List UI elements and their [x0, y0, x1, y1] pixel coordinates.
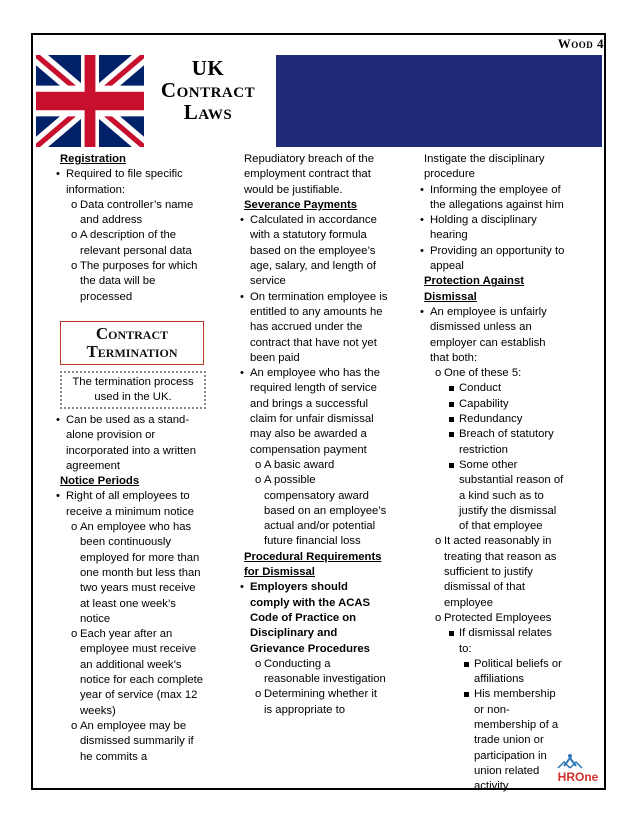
- list-item: • Holding a disciplinary hearing: [420, 213, 566, 244]
- union-jack-flag-icon: [36, 55, 144, 147]
- column-2: [240, 152, 388, 718]
- continuation-text: Instigate the disciplinary procedure: [424, 153, 545, 181]
- bullet-text: Employers should comply with the ACAS Code of Practice on Disciplinary and Grievance Procedures: [250, 581, 371, 655]
- list-item: o The purposes for which the data will be processed: [71, 259, 208, 305]
- registration-heading: Registration: [60, 153, 126, 165]
- list-item: [435, 366, 566, 534]
- list-item: • Informing the employee of the allegations against him: [420, 183, 566, 214]
- bullet-text: Right of all employees to receive a minimum notice: [66, 490, 195, 518]
- registration-bullet: [56, 167, 208, 305]
- list-item: o An employee who has been continuously employed for more than one month but less than two years must receive at least one week’s notice: [71, 520, 208, 627]
- list-item: Political beliefs or affiliations: [463, 657, 566, 688]
- logo-text: HROne: [557, 770, 599, 784]
- sub-label: Protected Employees: [444, 611, 552, 624]
- sub-label: If dismissal relates to:: [459, 627, 552, 655]
- column-3: [420, 152, 566, 794]
- list-item: • Calculated in accordance with a statutory formula based on the employee’s age, salary, and length of service: [240, 213, 388, 289]
- hrone-logo: [554, 752, 602, 784]
- list-item: o It acted reasonably in treating that reason as sufficient to justify dismissal of that employee: [435, 534, 566, 610]
- section-title-box: Contract Termination: [60, 321, 204, 365]
- protection-bullet: [420, 305, 566, 795]
- list-item: o Conducting a reasonable investigation: [255, 657, 388, 688]
- title-line-uk: UK: [191, 56, 225, 80]
- procedural-heading: Procedural Requirements for Dismissal: [244, 550, 382, 579]
- list-item: His membership or non-membership of a trade union or participation in union related activity: [463, 687, 566, 794]
- title-line-laws: Laws: [183, 100, 233, 124]
- sub-label: One of these 5:: [444, 367, 522, 380]
- termination-note: The termination process used in the UK.: [60, 371, 206, 409]
- list-item: o A basic award: [255, 458, 388, 473]
- bullet-text: Required to file specific information:: [66, 168, 183, 196]
- termination-bullet: • Can be used as a stand-alone provision or incorporated into a written agreement: [56, 413, 208, 474]
- column-1: [56, 152, 208, 765]
- list-item: Conduct: [448, 381, 566, 396]
- list-item: [435, 611, 566, 795]
- list-item: Capability: [448, 397, 566, 412]
- title-line-contract: Contract: [160, 78, 256, 102]
- list-item: o Data controller’s name and address: [71, 198, 208, 229]
- list-item: Breach of statutory restriction: [448, 427, 566, 458]
- list-item: o Each year after an employee must receive an additional week’s notice for each complete year of service (max 12 weeks): [71, 627, 208, 719]
- severance-heading: Severance Payments: [244, 198, 358, 211]
- list-item: • Providing an opportunity to appeal: [420, 244, 566, 275]
- header-banner: [276, 55, 602, 147]
- list-item: Redundancy: [448, 412, 566, 427]
- page-title: [146, 57, 270, 123]
- bullet-text: An employee who has the required length of service and brings a successful claim for unfair dismissal may also be awarded a compensation payment: [250, 367, 380, 456]
- list-item: o An employee may be dismissed summarily if he commits a: [71, 719, 208, 765]
- list-item: [240, 366, 388, 550]
- continuation-text: Repudiatory breach of the employment contract that would be justifiable.: [244, 153, 374, 196]
- page-tag: Wood 4: [557, 36, 604, 51]
- procedural-bullet: [240, 580, 388, 718]
- notice-bullet: [56, 489, 208, 764]
- bullet-text: An employee is unfairly dismissed unless an employer can establish that both:: [430, 305, 547, 364]
- hrone-logo-icon: [554, 752, 602, 770]
- list-item: [448, 626, 566, 794]
- list-item: • On termination employee is entitled to any amounts he has accrued under the contract that have not yet been paid: [240, 290, 388, 366]
- list-item: o A possible compensatory award based on an employee’s actual and/or potential future financial loss: [255, 473, 388, 549]
- protection-heading: Protection Against Dismissal: [424, 275, 525, 303]
- list-item: o Determining whether it is appropriate to: [255, 687, 388, 718]
- list-item: Some other substantial reason of a kind such as to justify the dismissal of that employee: [448, 458, 566, 534]
- notice-heading: Notice Periods: [60, 475, 140, 488]
- list-item: o A description of the relevant personal data: [71, 228, 208, 259]
